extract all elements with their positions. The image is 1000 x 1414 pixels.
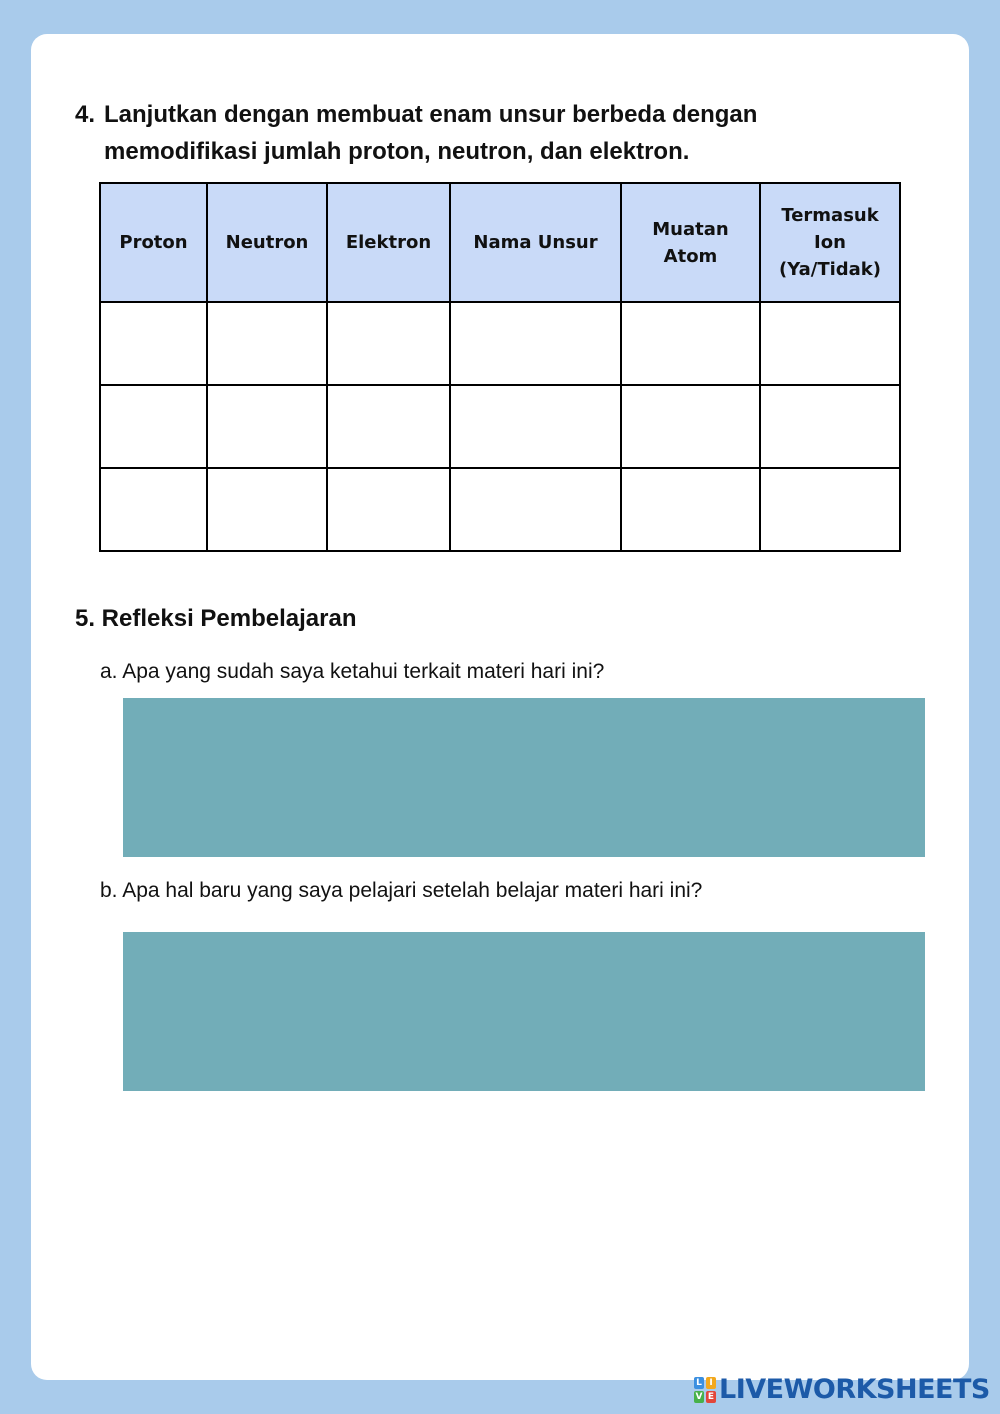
cell-neutron[interactable]: [207, 468, 327, 551]
cell-proton[interactable]: [100, 302, 207, 385]
table-row: [100, 302, 900, 385]
header-elektron: Elektron: [327, 183, 450, 302]
table-header-row: [100, 183, 900, 302]
header-neutron: Neutron: [207, 183, 327, 302]
table-row: [100, 468, 900, 551]
table-row: [100, 385, 900, 468]
cell-elektron[interactable]: [327, 468, 450, 551]
elements-table: [99, 182, 901, 552]
cell-nama-unsur[interactable]: [450, 302, 621, 385]
logo-letter: E: [707, 1392, 715, 1402]
cell-muatan-atom[interactable]: [621, 302, 760, 385]
question-5a-label: a. Apa yang sudah saya ketahui terkait materi hari ini?: [100, 660, 605, 683]
liveworksheets-logo-icon: [694, 1377, 716, 1403]
cell-neutron[interactable]: [207, 385, 327, 468]
header-proton: Proton: [100, 183, 207, 302]
cell-muatan-atom[interactable]: [621, 468, 760, 551]
liveworksheets-logo[interactable]: [694, 1374, 990, 1406]
cell-neutron[interactable]: [207, 302, 327, 385]
logo-text: LIVEWORKSHEETS: [719, 1374, 990, 1405]
question-4-title: [75, 96, 875, 170]
cell-proton[interactable]: [100, 385, 207, 468]
question-5-title: 5. Refleksi Pembelajaran: [75, 605, 357, 632]
header-termasuk-ion: Termasuk Ion (Ya/Tidak): [760, 183, 900, 302]
question-5b-label: b. Apa hal baru yang saya pelajari setelah belajar materi hari ini?: [100, 879, 703, 902]
question-4-text: Lanjutkan dengan membuat enam unsur berbeda dengan memodifikasi jumlah proton, neutron, dan elektron.: [104, 101, 758, 165]
logo-letter: I: [706, 1377, 716, 1389]
cell-nama-unsur[interactable]: [450, 468, 621, 551]
cell-termasuk-ion[interactable]: [760, 385, 900, 468]
cell-proton[interactable]: [100, 468, 207, 551]
question-4-number: 4.: [75, 101, 96, 128]
header-nama-unsur: Nama Unsur: [450, 183, 621, 302]
logo-letter: L: [694, 1377, 704, 1389]
answer-box-b[interactable]: [123, 932, 925, 1091]
cell-muatan-atom[interactable]: [621, 385, 760, 468]
cell-elektron[interactable]: [327, 302, 450, 385]
cell-elektron[interactable]: [327, 385, 450, 468]
logo-letter: V: [695, 1392, 703, 1402]
cell-termasuk-ion[interactable]: [760, 302, 900, 385]
answer-box-a[interactable]: [123, 698, 925, 857]
header-muatan-atom: Muatan Atom: [621, 183, 760, 302]
cell-termasuk-ion[interactable]: [760, 468, 900, 551]
cell-nama-unsur[interactable]: [450, 385, 621, 468]
